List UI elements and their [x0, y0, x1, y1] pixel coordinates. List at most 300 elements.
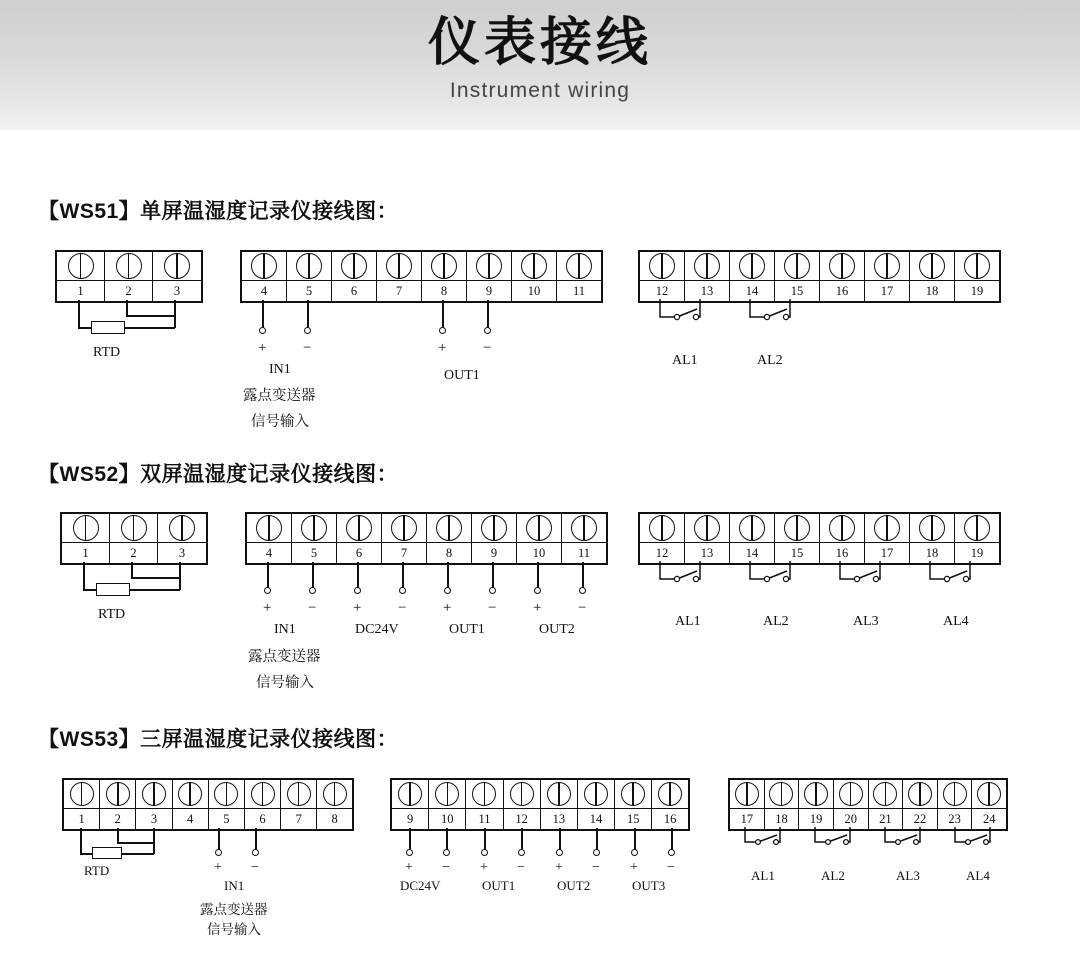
terminal-dot-icon [259, 327, 266, 334]
terminal-dot-icon [534, 587, 541, 594]
screw-icon [251, 782, 275, 806]
terminal-number: 4 [242, 281, 287, 301]
terminal-lead [484, 828, 486, 850]
terminal-lead [262, 300, 264, 328]
terminal-dot-icon [481, 849, 488, 856]
section-heading-ws52: 【WS52】双屏温湿度记录仪接线图： [38, 463, 399, 486]
polarity-minus: − [592, 860, 600, 875]
ws52-rtd-block [60, 512, 208, 565]
terminal-lead [409, 828, 411, 850]
terminal-screw[interactable] [136, 780, 172, 808]
screw-icon [472, 782, 496, 806]
polarity-plus: + [438, 340, 447, 356]
rtd-resistor-icon [96, 583, 130, 596]
terminal-number: 2 [110, 543, 158, 563]
polarity-minus: − [578, 600, 587, 616]
terminal-dot-icon [484, 327, 491, 334]
screw-icon [874, 515, 900, 541]
al1-label: AL1 [675, 614, 701, 629]
polarity-minus: − [303, 340, 312, 356]
terminal-number: 5 [209, 809, 245, 829]
out2-label: OUT2 [539, 622, 575, 637]
terminal-number: 18 [910, 281, 955, 301]
terminal-number: 12 [640, 543, 685, 563]
terminal-number: 9 [472, 543, 517, 563]
terminal-screw[interactable] [903, 780, 938, 808]
terminal-screw[interactable] [557, 252, 601, 280]
screw-icon [908, 782, 932, 806]
terminal-screw[interactable] [775, 514, 820, 542]
terminal-screw[interactable] [578, 780, 615, 808]
screw-icon [214, 782, 238, 806]
terminal-number: 14 [730, 543, 775, 563]
terminal-lead [442, 300, 444, 328]
screw-row [730, 780, 1006, 808]
terminal-number: 11 [577, 545, 591, 560]
terminal-number: 18 [765, 809, 800, 829]
terminal-screw[interactable] [158, 514, 206, 542]
terminal-screw[interactable] [382, 514, 427, 542]
sensor-note-line2: 信号输入 [207, 922, 261, 937]
terminal-screw[interactable] [427, 514, 472, 542]
ws52-signal-block [245, 512, 608, 565]
relay-contact-al3 [835, 561, 895, 591]
screw-icon [296, 253, 322, 279]
terminal-screw[interactable] [730, 252, 775, 280]
terminal-screw[interactable] [512, 252, 557, 280]
terminal-dot-icon [399, 587, 406, 594]
terminal-screw[interactable] [869, 780, 904, 808]
terminal-screw[interactable] [100, 780, 136, 808]
terminal-screw[interactable] [105, 252, 153, 280]
terminal-number: 3 [173, 283, 181, 298]
terminal-screw[interactable] [640, 514, 685, 542]
terminal-screw[interactable] [685, 514, 730, 542]
terminal-lead [357, 562, 359, 588]
screw-icon [435, 782, 459, 806]
terminal-lead [267, 562, 269, 588]
screw-icon [251, 253, 277, 279]
terminal-screw[interactable] [955, 252, 999, 280]
terminal-screw[interactable] [685, 252, 730, 280]
screw-icon [769, 782, 793, 806]
terminal-screw[interactable] [466, 780, 503, 808]
terminal-number: 8 [331, 811, 338, 826]
screw-icon [481, 515, 507, 541]
terminal-number: 2 [105, 281, 153, 301]
rtd-lead [78, 300, 80, 328]
al3-label: AL3 [896, 868, 920, 883]
terminal-number: 21 [869, 809, 904, 829]
terminal-number: 24 [982, 811, 996, 826]
polarity-plus: + [263, 600, 272, 616]
screw-row [640, 252, 999, 280]
screw-row [57, 252, 201, 280]
page-title: 仪表接线 [427, 14, 652, 72]
rtd-lead [80, 828, 82, 854]
sensor-note-line1: 露点变送器 [243, 388, 316, 404]
out1-label: OUT1 [482, 878, 516, 893]
polarity-plus: + [214, 860, 222, 875]
polarity-plus: + [405, 860, 413, 875]
terminal-screw[interactable] [429, 780, 466, 808]
relay-contact-al4 [925, 561, 985, 591]
screw-icon [106, 782, 130, 806]
terminal-number-row [57, 280, 201, 301]
screw-icon [584, 782, 608, 806]
sensor-note-line1: 露点变送器 [200, 902, 268, 917]
terminal-number: 4 [173, 809, 209, 829]
al2-label: AL2 [757, 353, 783, 368]
terminal-screw[interactable] [110, 514, 158, 542]
terminal-screw[interactable] [472, 514, 517, 542]
terminal-screw[interactable] [281, 780, 317, 808]
screw-icon [116, 253, 142, 279]
ws51-signal-block [240, 250, 603, 303]
terminal-screw[interactable] [337, 514, 382, 542]
terminal-number: 11 [466, 809, 503, 829]
screw-icon [649, 515, 675, 541]
polarity-minus: − [308, 600, 317, 616]
polarity-minus: − [517, 860, 525, 875]
screw-icon [739, 253, 765, 279]
terminal-screw[interactable] [287, 252, 332, 280]
rtd-lead [131, 562, 133, 578]
terminal-lead [596, 828, 598, 850]
terminal-screw[interactable] [652, 780, 688, 808]
terminal-number: 9 [467, 281, 512, 301]
terminal-screw[interactable] [173, 780, 209, 808]
screw-icon [919, 515, 945, 541]
terminal-lead [307, 300, 309, 328]
terminal-dot-icon [439, 327, 446, 334]
terminal-number: 15 [775, 543, 820, 563]
terminal-screw[interactable] [640, 252, 685, 280]
terminal-screw[interactable] [765, 780, 800, 808]
section-heading-ws53: 【WS53】三屏温湿度记录仪接线图： [38, 728, 399, 751]
screw-icon [874, 253, 900, 279]
out3-label: OUT3 [632, 878, 666, 893]
terminal-number: 13 [541, 809, 578, 829]
screw-icon [829, 515, 855, 541]
terminal-number: 16 [820, 543, 865, 563]
terminal-screw[interactable] [562, 514, 606, 542]
terminal-lead [446, 828, 448, 850]
screw-icon [73, 515, 99, 541]
ws51-alarm-block [638, 250, 1001, 303]
terminal-number: 4 [247, 543, 292, 563]
terminal-number: 10 [512, 281, 557, 301]
screw-icon [346, 515, 372, 541]
rtd-resistor-icon [91, 321, 125, 334]
terminal-number: 5 [287, 281, 332, 301]
dc24v-label: DC24V [355, 622, 399, 637]
ws53-signal-block [390, 778, 690, 831]
relay-contact-al1 [740, 827, 790, 853]
screw-icon [341, 253, 367, 279]
terminal-lead [312, 562, 314, 588]
al4-label: AL4 [943, 614, 969, 629]
screw-icon [621, 782, 645, 806]
screw-icon [521, 253, 547, 279]
terminal-lead [671, 828, 673, 850]
terminal-number: 6 [245, 809, 281, 829]
terminal-lead [559, 828, 561, 850]
polarity-plus: + [630, 860, 638, 875]
al4-label: AL4 [966, 868, 990, 883]
polarity-plus: + [555, 860, 563, 875]
relay-contact-al1 [655, 299, 715, 329]
terminal-number: 23 [938, 809, 973, 829]
terminal-screw[interactable] [209, 780, 245, 808]
terminal-number: 16 [663, 811, 677, 826]
terminal-dot-icon [354, 587, 361, 594]
terminal-lead [218, 828, 220, 850]
al2-label: AL2 [821, 868, 845, 883]
polarity-minus: − [488, 600, 497, 616]
terminal-screw[interactable] [332, 252, 377, 280]
screw-icon [476, 253, 502, 279]
terminal-screw[interactable] [775, 252, 820, 280]
terminal-number: 7 [377, 281, 422, 301]
screw-icon [398, 782, 422, 806]
terminal-screw[interactable] [57, 252, 105, 280]
terminal-screw[interactable] [541, 780, 578, 808]
terminal-screw[interactable] [730, 514, 775, 542]
terminal-screw[interactable] [834, 780, 869, 808]
screw-icon [943, 782, 967, 806]
terminal-screw[interactable] [910, 514, 955, 542]
sensor-note-line2: 信号输入 [251, 414, 309, 430]
terminal-number-row [640, 280, 999, 301]
screw-icon [735, 782, 759, 806]
terminal-screw[interactable] [467, 252, 512, 280]
terminal-number: 1 [57, 281, 105, 301]
polarity-minus: − [398, 600, 407, 616]
screw-icon [839, 782, 863, 806]
terminal-screw[interactable] [517, 514, 562, 542]
screw-icon [694, 515, 720, 541]
terminal-screw[interactable] [292, 514, 337, 542]
terminal-screw[interactable] [938, 780, 973, 808]
terminal-number-row [242, 280, 601, 301]
ws52-alarm-block [638, 512, 1001, 565]
terminal-screw[interactable] [392, 780, 429, 808]
terminal-screw[interactable] [865, 514, 910, 542]
terminal-screw[interactable] [955, 514, 999, 542]
screw-icon [829, 253, 855, 279]
screw-icon [804, 782, 828, 806]
out2-label: OUT2 [557, 878, 591, 893]
rtd-label: RTD [93, 345, 121, 360]
terminal-number: 2 [100, 809, 136, 829]
screw-icon [391, 515, 417, 541]
terminal-screw[interactable] [865, 252, 910, 280]
terminal-number-row [392, 808, 688, 829]
terminal-number: 18 [910, 543, 955, 563]
terminal-number-row [730, 808, 1006, 829]
terminal-screw[interactable] [910, 252, 955, 280]
rtd-lead [174, 300, 176, 328]
screw-row [392, 780, 688, 808]
terminal-number: 14 [578, 809, 615, 829]
terminal-number: 8 [422, 281, 467, 301]
screw-icon [526, 515, 552, 541]
terminal-number-row [62, 542, 206, 563]
terminal-dot-icon [631, 849, 638, 856]
terminal-screw[interactable] [317, 780, 352, 808]
terminal-screw[interactable] [242, 252, 287, 280]
polarity-plus: + [353, 600, 362, 616]
in1-label: IN1 [274, 622, 296, 637]
terminal-number: 17 [865, 281, 910, 301]
out1-label: OUT1 [444, 368, 480, 383]
screw-icon [431, 253, 457, 279]
terminal-dot-icon [593, 849, 600, 856]
in1-label: IN1 [224, 878, 245, 893]
terminal-number: 12 [640, 281, 685, 301]
terminal-dot-icon [443, 849, 450, 856]
screw-row [64, 780, 352, 808]
screw-icon [169, 515, 195, 541]
screw-icon [739, 515, 765, 541]
screw-icon [547, 782, 571, 806]
rtd-lead [153, 828, 155, 854]
ws51-rtd-block [55, 250, 203, 303]
terminal-screw[interactable] [64, 780, 100, 808]
al3-label: AL3 [853, 614, 879, 629]
terminal-lead [582, 562, 584, 588]
terminal-screw[interactable] [245, 780, 281, 808]
screw-icon [977, 782, 1001, 806]
terminal-number-row [247, 542, 606, 563]
rtd-lead [117, 842, 154, 844]
screw-row [62, 514, 206, 542]
terminal-number: 5 [292, 543, 337, 563]
terminal-number: 17 [730, 809, 765, 829]
screw-icon [571, 515, 597, 541]
terminal-number: 22 [903, 809, 938, 829]
screw-icon [256, 515, 282, 541]
terminal-lead [537, 562, 539, 588]
relay-contact-al2 [745, 299, 805, 329]
page-subtitle: Instrument wiring [449, 78, 631, 102]
rtd-lead [83, 562, 85, 590]
relay-contact-al1 [655, 561, 715, 591]
terminal-number-row [640, 542, 999, 563]
terminal-screw[interactable] [730, 780, 765, 808]
terminal-number: 1 [64, 809, 100, 829]
screw-row [640, 514, 999, 542]
terminal-number: 14 [730, 281, 775, 301]
screw-icon [658, 782, 682, 806]
terminal-number: 6 [337, 543, 382, 563]
terminal-lead [402, 562, 404, 588]
polarity-minus: − [483, 340, 492, 356]
relay-contact-al3 [880, 827, 930, 853]
relay-contact-al2 [745, 561, 805, 591]
terminal-number: 13 [685, 281, 730, 301]
terminal-lead [255, 828, 257, 850]
screw-icon [436, 515, 462, 541]
terminal-number: 19 [970, 545, 984, 560]
screw-icon [784, 253, 810, 279]
terminal-dot-icon [304, 327, 311, 334]
terminal-lead [447, 562, 449, 588]
terminal-number-row [64, 808, 352, 829]
terminal-dot-icon [406, 849, 413, 856]
relay-contact-al4 [950, 827, 1000, 853]
sensor-note-line1: 露点变送器 [248, 649, 321, 665]
terminal-dot-icon [579, 587, 586, 594]
polarity-plus: + [443, 600, 452, 616]
screw-icon [784, 515, 810, 541]
page-banner [0, 0, 1080, 130]
screw-icon [68, 253, 94, 279]
screw-icon [323, 782, 347, 806]
terminal-number: 10 [517, 543, 562, 563]
terminal-number: 10 [429, 809, 466, 829]
rtd-lead [126, 315, 175, 317]
polarity-minus: − [442, 860, 450, 875]
rtd-lead [117, 828, 119, 843]
terminal-dot-icon [264, 587, 271, 594]
screw-row [242, 252, 601, 280]
dc24v-label: DC24V [400, 878, 441, 893]
screw-icon [694, 253, 720, 279]
rtd-lead [131, 577, 180, 579]
terminal-dot-icon [444, 587, 451, 594]
al1-label: AL1 [672, 353, 698, 368]
terminal-screw[interactable] [247, 514, 292, 542]
terminal-screw[interactable] [504, 780, 541, 808]
terminal-number: 15 [775, 281, 820, 301]
terminal-dot-icon [309, 587, 316, 594]
polarity-plus: + [533, 600, 542, 616]
terminal-number: 17 [865, 543, 910, 563]
terminal-screw[interactable] [972, 780, 1006, 808]
screw-icon [386, 253, 412, 279]
terminal-number: 3 [136, 809, 172, 829]
terminal-dot-icon [556, 849, 563, 856]
terminal-screw[interactable] [153, 252, 201, 280]
terminal-screw[interactable] [62, 514, 110, 542]
terminal-screw[interactable] [820, 514, 865, 542]
rtd-resistor-icon [92, 847, 122, 859]
terminal-number: 19 [970, 283, 984, 298]
al1-label: AL1 [751, 868, 775, 883]
terminal-dot-icon [489, 587, 496, 594]
terminal-dot-icon [518, 849, 525, 856]
terminal-number: 8 [427, 543, 472, 563]
screw-icon [510, 782, 534, 806]
al2-label: AL2 [763, 614, 789, 629]
terminal-lead [634, 828, 636, 850]
out1-label: OUT1 [449, 622, 485, 637]
section-heading-ws51: 【WS51】单屏温湿度记录仪接线图： [38, 200, 399, 223]
terminal-screw[interactable] [377, 252, 422, 280]
terminal-screw[interactable] [799, 780, 834, 808]
terminal-screw[interactable] [615, 780, 652, 808]
terminal-lead [521, 828, 523, 850]
terminal-number: 16 [820, 281, 865, 301]
rtd-label: RTD [98, 607, 126, 622]
sensor-note-line2: 信号输入 [256, 675, 314, 691]
terminal-screw[interactable] [820, 252, 865, 280]
screw-icon [873, 782, 897, 806]
screw-icon [964, 253, 990, 279]
terminal-screw[interactable] [422, 252, 467, 280]
